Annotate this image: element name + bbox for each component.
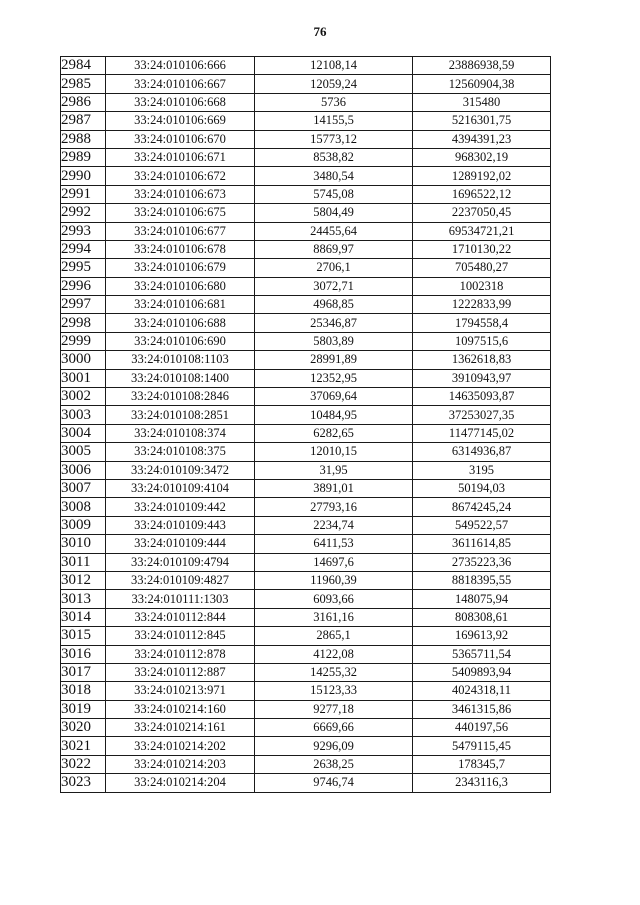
- cadastral-number: 33:24:010214:161: [106, 719, 255, 737]
- cadastral-number: 33:24:010106:690: [106, 332, 255, 350]
- row-number: 3005: [61, 443, 106, 461]
- cadastral-value: 2343116,3: [413, 774, 551, 792]
- cadastral-value: 3910943,97: [413, 369, 551, 387]
- row-number: 3010: [61, 535, 106, 553]
- area-value: 4968,85: [255, 296, 413, 314]
- area-value: 9296,09: [255, 737, 413, 755]
- cadastral-value: 549522,57: [413, 516, 551, 534]
- table-row: [61, 663, 551, 681]
- area-value: 25346,87: [255, 314, 413, 332]
- row-number: 2985: [61, 75, 106, 93]
- cadastral-number: 33:24:010106:672: [106, 167, 255, 185]
- row-number: 3015: [61, 627, 106, 645]
- cadastral-value: 4024318,11: [413, 682, 551, 700]
- area-value: 5736: [255, 93, 413, 111]
- row-number: 2999: [61, 332, 106, 350]
- table-row: [61, 424, 551, 442]
- table-row: [61, 645, 551, 663]
- cadastral-value: 37253027,35: [413, 406, 551, 424]
- cadastral-number: 33:24:010106:670: [106, 130, 255, 148]
- row-number: 2984: [61, 57, 106, 75]
- table-row: [61, 479, 551, 497]
- table-row: [61, 369, 551, 387]
- row-number: 3011: [61, 553, 106, 571]
- area-value: 37069,64: [255, 388, 413, 406]
- cadastral-value: 1289192,02: [413, 167, 551, 185]
- area-value: 6411,53: [255, 535, 413, 553]
- table-body: [61, 57, 551, 793]
- row-number: 3003: [61, 406, 106, 424]
- cadastral-number: 33:24:010106:680: [106, 277, 255, 295]
- cadastral-number: 33:24:010108:2846: [106, 388, 255, 406]
- cadastral-number: 33:24:010106:666: [106, 57, 255, 75]
- row-number: 3018: [61, 682, 106, 700]
- table-row: [61, 296, 551, 314]
- cadastral-number: 33:24:010112:887: [106, 663, 255, 681]
- table-row: [61, 553, 551, 571]
- row-number: 3016: [61, 645, 106, 663]
- table-row: [61, 93, 551, 111]
- row-number: 3021: [61, 737, 106, 755]
- table-row: [61, 185, 551, 203]
- cadastral-value: 5365711,54: [413, 645, 551, 663]
- area-value: 3161,16: [255, 608, 413, 626]
- row-number: 2994: [61, 240, 106, 258]
- cadastral-value: 50194,03: [413, 479, 551, 497]
- table-row: [61, 755, 551, 773]
- area-value: 9277,18: [255, 700, 413, 718]
- cadastral-number: 33:24:010109:444: [106, 535, 255, 553]
- cadastral-number: 33:24:010214:204: [106, 774, 255, 792]
- cadastral-value: 8818395,55: [413, 571, 551, 589]
- row-number: 3014: [61, 608, 106, 626]
- cadastral-number: 33:24:010111:1303: [106, 590, 255, 608]
- cadastral-value: 8674245,24: [413, 498, 551, 516]
- area-value: 3072,71: [255, 277, 413, 295]
- cadastral-value: 968302,19: [413, 148, 551, 166]
- cadastral-number: 33:24:010109:4827: [106, 571, 255, 589]
- row-number: 2996: [61, 277, 106, 295]
- table-row: [61, 351, 551, 369]
- table-row: [61, 277, 551, 295]
- area-value: 10484,95: [255, 406, 413, 424]
- cadastral-value: 14635093,87: [413, 388, 551, 406]
- cadastral-value: 169613,92: [413, 627, 551, 645]
- table-row: [61, 167, 551, 185]
- area-value: 4122,08: [255, 645, 413, 663]
- table-row: [61, 75, 551, 93]
- row-number: 3008: [61, 498, 106, 516]
- table-row: [61, 719, 551, 737]
- table-row: [61, 627, 551, 645]
- area-value: 3480,54: [255, 167, 413, 185]
- cadastral-number: 33:24:010112:844: [106, 608, 255, 626]
- area-value: 14255,32: [255, 663, 413, 681]
- cadastral-number: 33:24:010109:442: [106, 498, 255, 516]
- cadastral-number: 33:24:010214:160: [106, 700, 255, 718]
- cadastral-number: 33:24:010106:679: [106, 259, 255, 277]
- cadastral-value: 2237050,45: [413, 204, 551, 222]
- row-number: 3007: [61, 479, 106, 497]
- area-value: 6282,65: [255, 424, 413, 442]
- cadastral-number: 33:24:010106:681: [106, 296, 255, 314]
- area-value: 31,95: [255, 461, 413, 479]
- area-value: 8869,97: [255, 240, 413, 258]
- row-number: 2987: [61, 112, 106, 130]
- area-value: 2865,1: [255, 627, 413, 645]
- table-row: [61, 700, 551, 718]
- area-value: 12010,15: [255, 443, 413, 461]
- table-row: [61, 314, 551, 332]
- cadastral-value: 12560904,38: [413, 75, 551, 93]
- cadastral-value: 440197,56: [413, 719, 551, 737]
- cadastral-number: 33:24:010109:4104: [106, 479, 255, 497]
- cadastral-number: 33:24:010106:688: [106, 314, 255, 332]
- table-row: [61, 57, 551, 75]
- row-number: 2988: [61, 130, 106, 148]
- cadastral-value: 4394391,23: [413, 130, 551, 148]
- row-number: 3006: [61, 461, 106, 479]
- table-row: [61, 535, 551, 553]
- table-row: [61, 204, 551, 222]
- cadastral-value: 3461315,86: [413, 700, 551, 718]
- cadastral-number: 33:24:010108:374: [106, 424, 255, 442]
- table-row: [61, 774, 551, 792]
- table-row: [61, 443, 551, 461]
- cadastral-value: 1794558,4: [413, 314, 551, 332]
- area-value: 6669,66: [255, 719, 413, 737]
- cadastral-value: 5409893,94: [413, 663, 551, 681]
- table-row: [61, 112, 551, 130]
- area-value: 11960,39: [255, 571, 413, 589]
- row-number: 2995: [61, 259, 106, 277]
- cadastral-value: 705480,27: [413, 259, 551, 277]
- table-row: [61, 332, 551, 350]
- cadastral-value: 5216301,75: [413, 112, 551, 130]
- area-value: 5803,89: [255, 332, 413, 350]
- cadastral-number: 33:24:010112:878: [106, 645, 255, 663]
- row-number: 3020: [61, 719, 106, 737]
- cadastral-value: 69534721,21: [413, 222, 551, 240]
- area-value: 24455,64: [255, 222, 413, 240]
- row-number: 2990: [61, 167, 106, 185]
- table-row: [61, 461, 551, 479]
- row-number: 3009: [61, 516, 106, 534]
- row-number: 3002: [61, 388, 106, 406]
- cadastral-value: 148075,94: [413, 590, 551, 608]
- row-number: 3022: [61, 755, 106, 773]
- table-row: [61, 516, 551, 534]
- area-value: 9746,74: [255, 774, 413, 792]
- cadastral-number: 33:24:010108:1103: [106, 351, 255, 369]
- cadastral-number: 33:24:010108:375: [106, 443, 255, 461]
- row-number: 2997: [61, 296, 106, 314]
- row-number: 3013: [61, 590, 106, 608]
- cadastral-number: 33:24:010106:669: [106, 112, 255, 130]
- table-row: [61, 571, 551, 589]
- cadastral-value: 5479115,45: [413, 737, 551, 755]
- cadastral-value: 23886938,59: [413, 57, 551, 75]
- area-value: 15773,12: [255, 130, 413, 148]
- table-row: [61, 388, 551, 406]
- cadastral-number: 33:24:010108:2851: [106, 406, 255, 424]
- cadastral-number: 33:24:010106:677: [106, 222, 255, 240]
- row-number: 2992: [61, 204, 106, 222]
- cadastral-value: 1002318: [413, 277, 551, 295]
- cadastral-number: 33:24:010112:845: [106, 627, 255, 645]
- cadastral-value: 1097515,6: [413, 332, 551, 350]
- cadastral-value: 1362618,83: [413, 351, 551, 369]
- cadastral-number: 33:24:010213:971: [106, 682, 255, 700]
- row-number: 3017: [61, 663, 106, 681]
- area-value: 3891,01: [255, 479, 413, 497]
- row-number: 3004: [61, 424, 106, 442]
- area-value: 5745,08: [255, 185, 413, 203]
- area-value: 5804,49: [255, 204, 413, 222]
- cadastral-value: 315480: [413, 93, 551, 111]
- cadastral-number: 33:24:010106:678: [106, 240, 255, 258]
- area-value: 6093,66: [255, 590, 413, 608]
- table-row: [61, 737, 551, 755]
- cadastral-number: 33:24:010106:671: [106, 148, 255, 166]
- row-number: 2998: [61, 314, 106, 332]
- cadastral-value: 1222833,99: [413, 296, 551, 314]
- area-value: 14697,6: [255, 553, 413, 571]
- cadastral-number: 33:24:010109:3472: [106, 461, 255, 479]
- cadastral-value: 178345,7: [413, 755, 551, 773]
- area-value: 2234,74: [255, 516, 413, 534]
- table-row: [61, 498, 551, 516]
- area-value: 28991,89: [255, 351, 413, 369]
- area-value: 12108,14: [255, 57, 413, 75]
- cadastral-value: 2735223,36: [413, 553, 551, 571]
- cadastral-number: 33:24:010109:443: [106, 516, 255, 534]
- row-number: 3023: [61, 774, 106, 792]
- area-value: 27793,16: [255, 498, 413, 516]
- area-value: 14155,5: [255, 112, 413, 130]
- table-row: [61, 406, 551, 424]
- row-number: 2991: [61, 185, 106, 203]
- cadastral-value: 808308,61: [413, 608, 551, 626]
- table-row: [61, 608, 551, 626]
- area-value: 2638,25: [255, 755, 413, 773]
- cadastral-number: 33:24:010106:673: [106, 185, 255, 203]
- row-number: 3019: [61, 700, 106, 718]
- cadastral-number: 33:24:010214:202: [106, 737, 255, 755]
- cadastral-value-table: [60, 56, 551, 793]
- table-row: [61, 130, 551, 148]
- area-value: 2706,1: [255, 259, 413, 277]
- cadastral-number: 33:24:010214:203: [106, 755, 255, 773]
- cadastral-number: 33:24:010108:1400: [106, 369, 255, 387]
- table-row: [61, 590, 551, 608]
- table-row: [61, 259, 551, 277]
- cadastral-value: 11477145,02: [413, 424, 551, 442]
- area-value: 8538,82: [255, 148, 413, 166]
- cadastral-value: 1710130,22: [413, 240, 551, 258]
- table-row: [61, 682, 551, 700]
- area-value: 12059,24: [255, 75, 413, 93]
- cadastral-number: 33:24:010109:4794: [106, 553, 255, 571]
- cadastral-number: 33:24:010106:667: [106, 75, 255, 93]
- row-number: 3000: [61, 351, 106, 369]
- cadastral-value: 3195: [413, 461, 551, 479]
- table-row: [61, 222, 551, 240]
- row-number: 3001: [61, 369, 106, 387]
- table-row: [61, 240, 551, 258]
- cadastral-value: 3611614,85: [413, 535, 551, 553]
- row-number: 2989: [61, 148, 106, 166]
- page-number: 76: [313, 24, 327, 39]
- row-number: 3012: [61, 571, 106, 589]
- cadastral-number: 33:24:010106:675: [106, 204, 255, 222]
- cadastral-number: 33:24:010106:668: [106, 93, 255, 111]
- row-number: 2986: [61, 93, 106, 111]
- cadastral-value: 6314936,87: [413, 443, 551, 461]
- row-number: 2993: [61, 222, 106, 240]
- table-row: [61, 148, 551, 166]
- cadastral-value: 1696522,12: [413, 185, 551, 203]
- area-value: 15123,33: [255, 682, 413, 700]
- area-value: 12352,95: [255, 369, 413, 387]
